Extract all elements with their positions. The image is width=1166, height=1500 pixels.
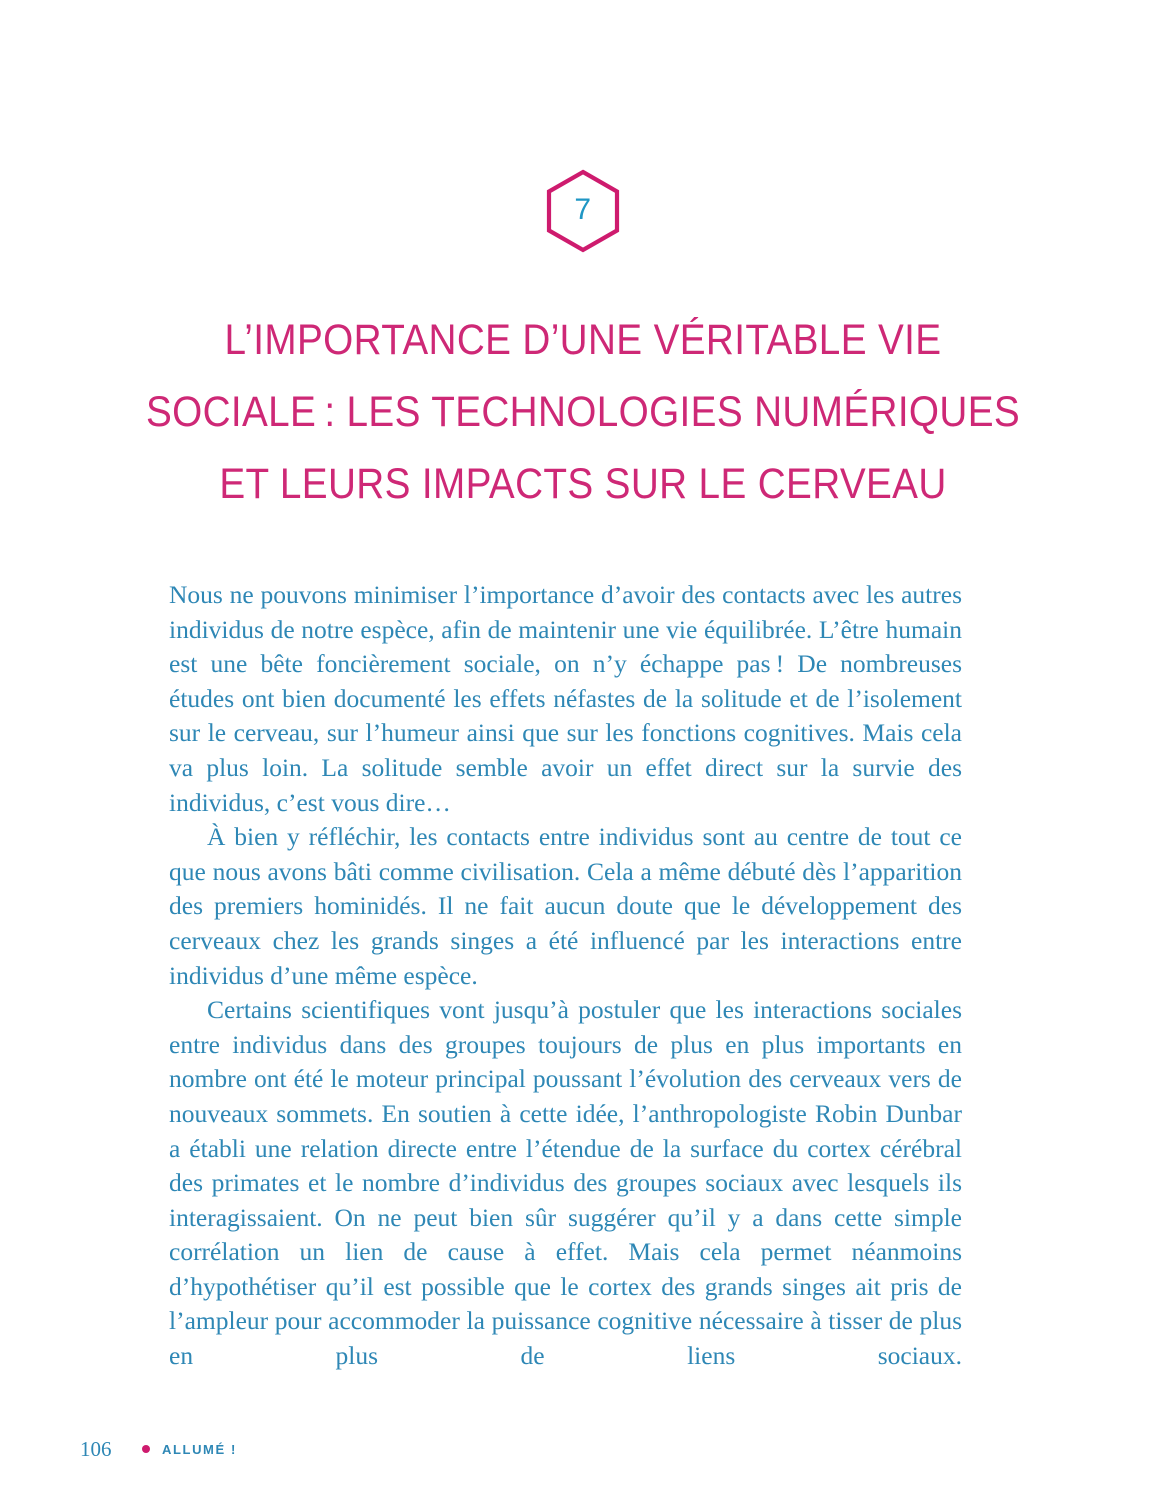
folio-page-number: 106 bbox=[80, 1436, 112, 1461]
body-paragraph-1: Nous ne pouvons minimiser l’importance d’avoir des contacts avec les autres individus de notre espèce, afin de maintenir une vie équilibrée. L’être humain est une bête foncièrement sociale, on n’y échappe pas ! De nombreuses études ont bien documenté les effets néfastes de la solitude et de l’isolement sur le cerveau, sur l’humeur ainsi que sur les fonctions cognitives. Mais cela va plus loin. La solitude semble avoir un effet direct sur la survie des individus, c’est vous dire… bbox=[169, 580, 962, 817]
body-text bbox=[169, 578, 962, 1374]
page-footer bbox=[80, 1438, 237, 1460]
body-paragraph-2: À bien y réfléchir, les contacts entre individus sont au centre de tout ce que nous avons bâti comme civilisation. Cela a même débuté dès l’apparition des premiers hominidés. Il ne fait aucun doute que le développement des cerveaux chez les grands singes a été influencé par les interactions entre individus d’une même espèce. bbox=[169, 822, 962, 990]
page-title-line-2: SOCIALE : LES TECHNOLOGIES NUMÉRIQUES bbox=[145, 387, 1021, 436]
bullet-dot-icon bbox=[142, 1445, 150, 1453]
body-paragraph-3: Certains scientifiques vont jusqu’à postuler que les interactions sociales entre individus dans des groupes toujours de plus en plus importants en nombre ont été le moteur principal poussant l’évolution des cerveaux vers de nouveaux sommets. En soutien à cette idée, l’anthropologiste Robin Dunbar a établi une relation directe entre l’étendue de la surface du cortex cérébral des primates et le nombre d’individus des groupes sociaux avec lesquels ils interagissaient. On ne peut bien sûr suggérer qu’il y a dans cette simple corrélation un lien de cause à effet. Mais cela permet néanmoins d’hypothétiser qu’il est possible que le cortex des grands singes ait pris de l’ampleur pour accommoder la puissance cognitive nécessaire à tisser de plus en plus de liens sociaux. bbox=[169, 995, 962, 1371]
page-title-line-3: ET LEURS IMPACTS SUR LE CERVEAU bbox=[219, 459, 947, 508]
page-title-line-1: L’IMPORTANCE D’UNE VÉRITABLE VIE bbox=[224, 315, 942, 364]
chapter-badge bbox=[540, 168, 626, 254]
page-title bbox=[144, 304, 1022, 520]
chapter-number: 7 bbox=[574, 193, 592, 226]
footer-book-title: ALLUMÉ ! bbox=[162, 1441, 237, 1457]
